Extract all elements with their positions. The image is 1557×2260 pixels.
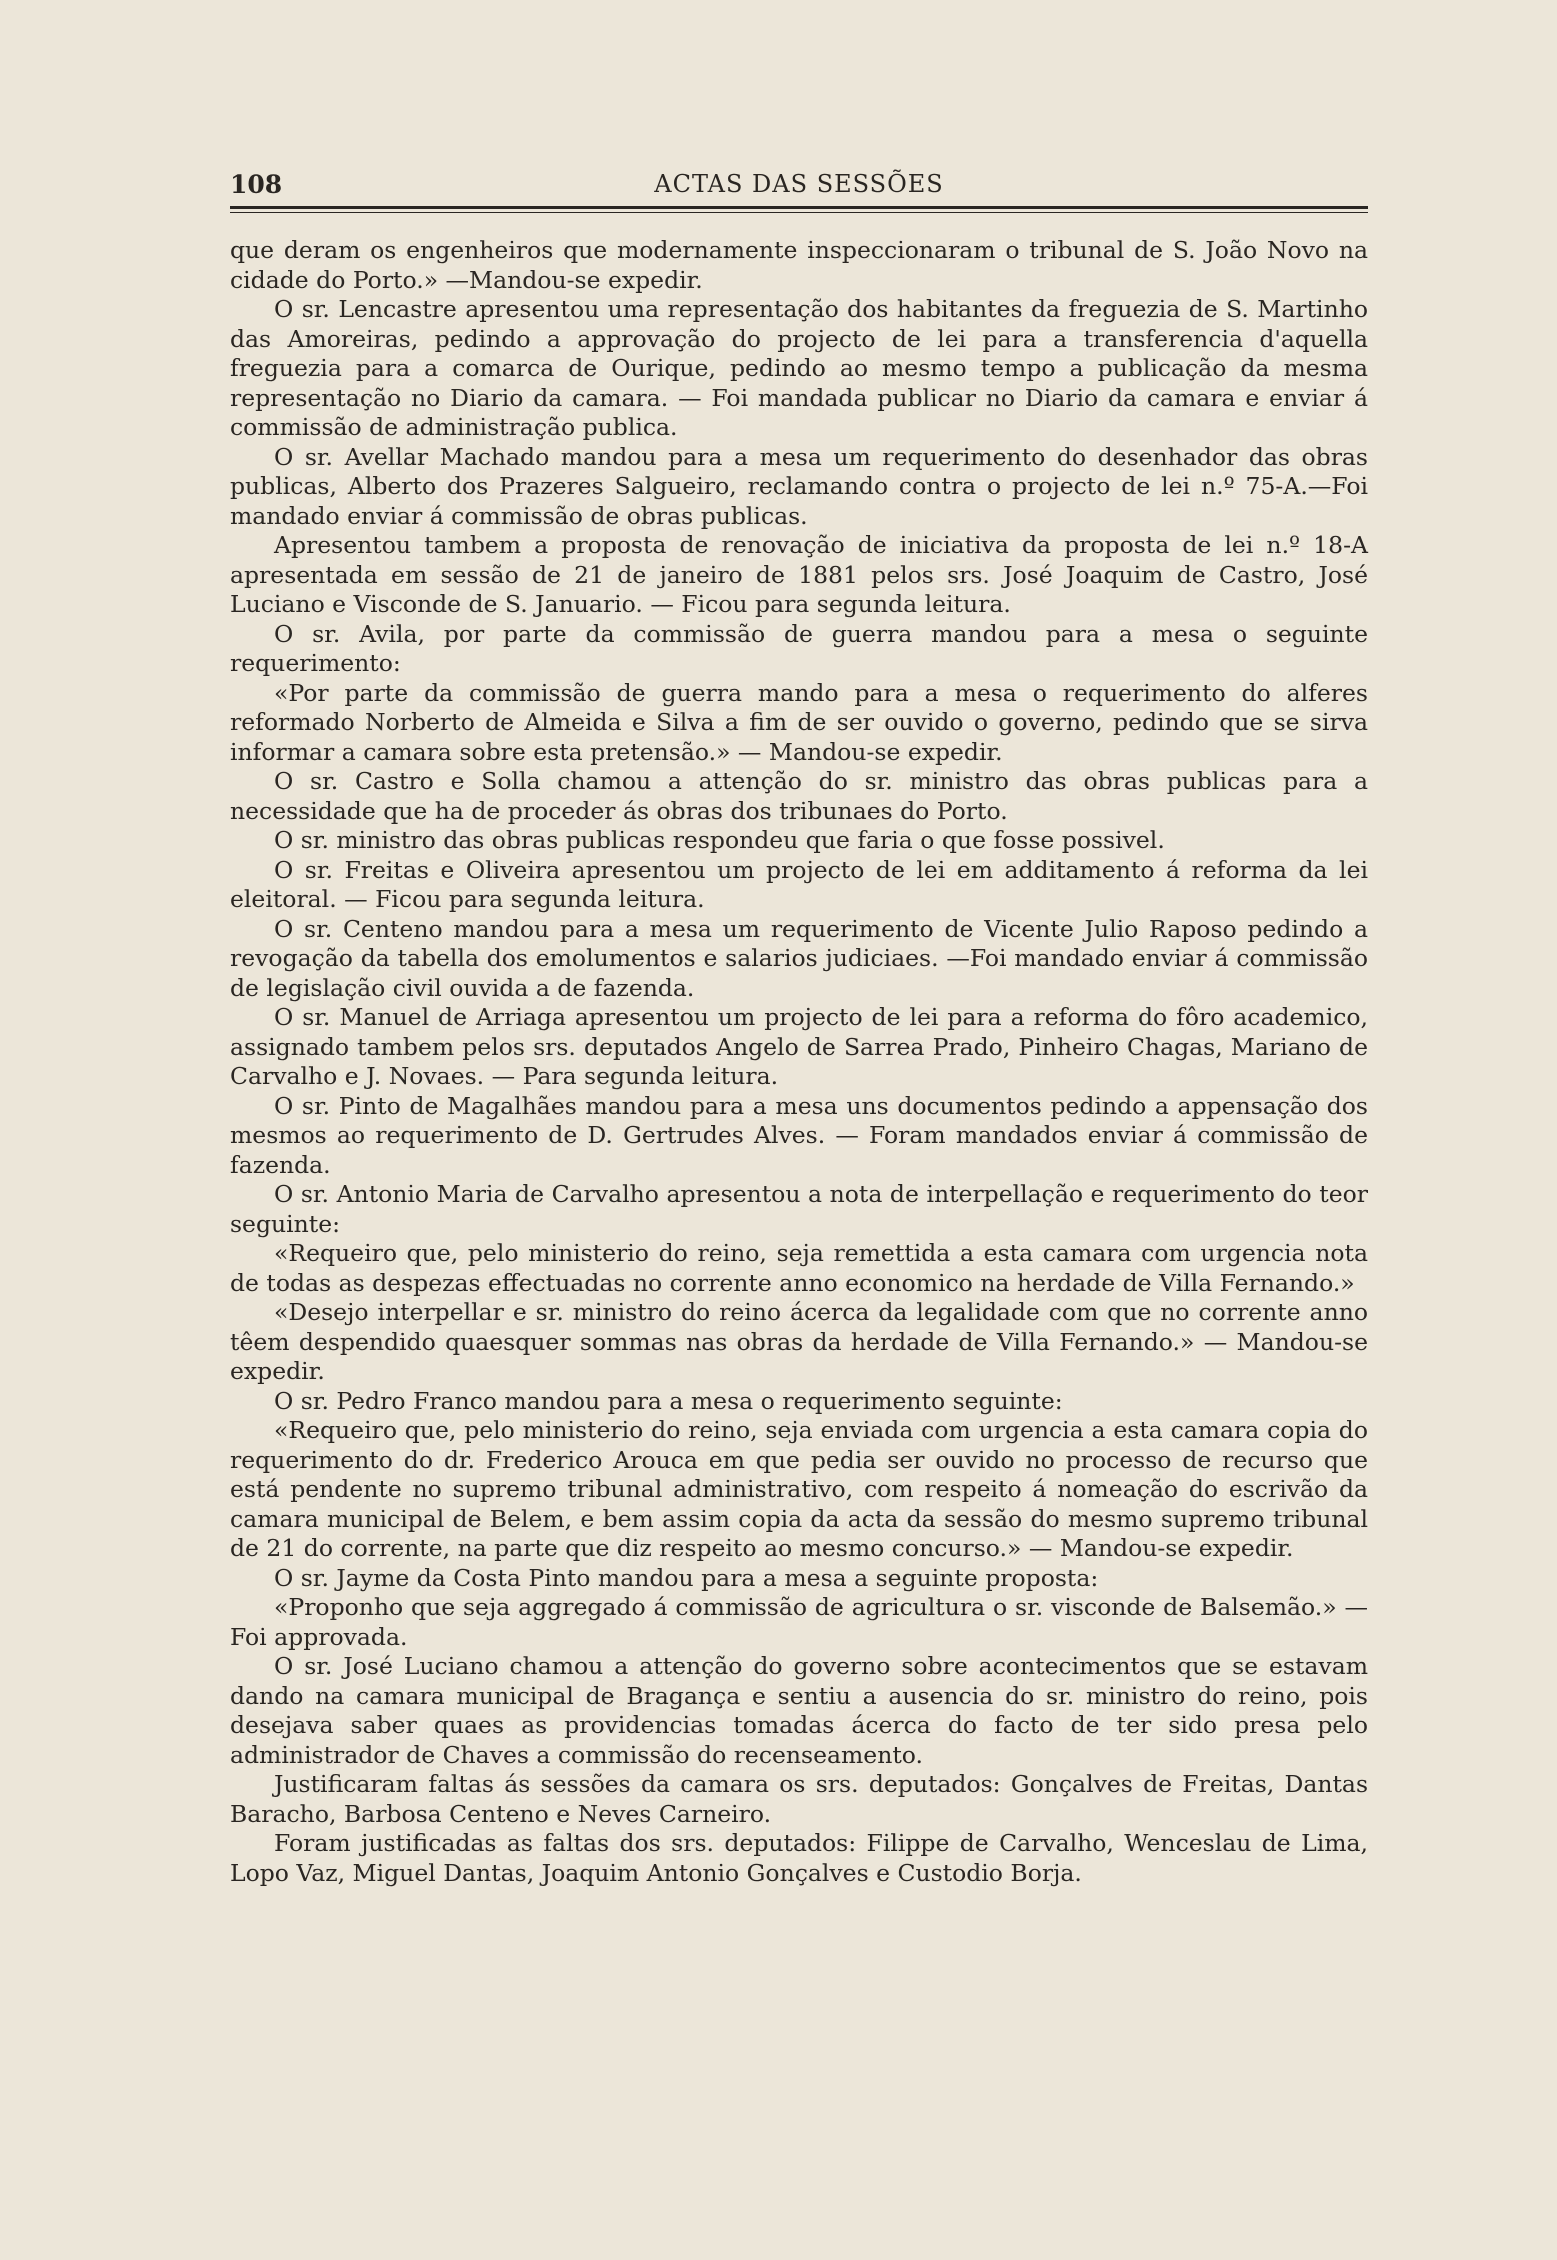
paragraph: O sr. Avila, por parte da commissão de guerra mandou para a mesa o seguinte requerimento: (230, 619, 1368, 677)
paragraph: O sr. Lencastre apresentou uma representação dos habitantes da freguezia de S. Martinho das Amoreiras, pedindo a approvação do projecto de lei para a transferencia d'aquella freguezia para a comarca de Ourique, pedindo ao mesmo tempo a publicação da mesma representação no Diario da camara. — Foi mandada publicar no Diario da camara e enviar á commissão de administração publica. (230, 295, 1368, 441)
header-rule (230, 206, 1368, 209)
paragraph: «Proponho que seja aggregado á commissão de agricultura o sr. visconde de Balsemão.» — Foi approvada. (230, 1593, 1368, 1651)
page-number: 108 (230, 170, 283, 199)
paragraph: «Requeiro que, pelo ministerio do reino, seja enviada com urgencia a esta camara copia do requerimento do dr. Frederico Arouca em que pedia ser ouvido no processo de recurso que está pendente no supremo tribunal administrativo, com respeito á nomeação do escrivão da camara municipal de Belem, e bem assim copia da acta da sessão do mesmo supremo tribunal de 21 do corrente, na parte que diz respeito ao mesmo concurso.» — Mandou-se expedir. (230, 1416, 1368, 1562)
paragraph: O sr. Antonio Maria de Carvalho apresentou a nota de interpellação e requerimento do teor seguinte: (230, 1180, 1368, 1238)
header-rule-thin (230, 212, 1368, 213)
paragraph: O sr. Centeno mandou para a mesa um requerimento de Vicente Julio Raposo pedindo a revogação da tabella dos emolumentos e salarios judiciaes. —Foi mandado enviar á commissão de legislação civil ouvida a de fazenda. (230, 914, 1368, 1002)
paragraph: O sr. Pedro Franco mandou para a mesa o requerimento seguinte: (274, 1386, 1063, 1415)
paragraph: O sr. Jayme da Costa Pinto mandou para a mesa a seguinte proposta: (274, 1563, 1099, 1592)
paragraph: O sr. Castro e Solla chamou a attenção do sr. ministro das obras publicas para a necessidade que ha de proceder ás obras dos tribunaes do Porto. (230, 767, 1368, 825)
paragraph: Foram justificadas as faltas dos srs. deputados: Filippe de Carvalho, Wenceslau de Lima, Lopo Vaz, Miguel Dantas, Joaquim Antonio Gonçalves e Custodio Borja. (230, 1829, 1368, 1887)
paragraph: que deram os engenheiros que modernamente inspeccionaram o tribunal de S. João Novo na cidade do Porto.» —Mandou-se expedir. (230, 236, 1368, 294)
paragraph: O sr. Pinto de Magalhães mandou para a mesa uns documentos pedindo a appensação dos mesmos ao requerimento de D. Gertrudes Alves. — Foram mandados enviar á commissão de fazenda. (230, 1091, 1368, 1179)
body-text (230, 236, 1368, 1888)
paragraph: O sr. José Luciano chamou a attenção do governo sobre acontecimentos que se estavam dando na camara municipal de Bragança e sentiu a ausencia do sr. ministro do reino, pois desejava saber quaes as providencias tomadas ácerca do facto de ter sido presa pelo administrador de Chaves a commissão do recenseamento. (230, 1652, 1368, 1769)
paragraph: Apresentou tambem a proposta de renovação de iniciativa da proposta de lei n.º 18-A apresentada em sessão de 21 de janeiro de 1881 pelos srs. José Joaquim de Castro, José Luciano e Visconde de S. Januario. — Ficou para segunda leitura. (230, 531, 1368, 618)
paragraph: «Desejo interpellar e sr. ministro do reino ácerca da legalidade com que no corrente anno têem despendido quaesquer sommas nas obras da herdade de Villa Fernando.» — Mandou-se expedir. (230, 1298, 1368, 1385)
paragraph: O sr. Freitas e Oliveira apresentou um projecto de lei em additamento á reforma da lei eleitoral. — Ficou para segunda leitura. (230, 855, 1368, 913)
paragraph: Justificaram faltas ás sessões da camara os srs. deputados: Gonçalves de Freitas, Dantas Baracho, Barbosa Centeno e Neves Carneiro. (230, 1770, 1368, 1828)
paragraph: O sr. ministro das obras publicas respondeu que faria o que fosse possivel. (274, 826, 1165, 854)
page-header (230, 166, 1368, 206)
paragraph: «Requeiro que, pelo ministerio do reino, seja remettida a esta camara com urgencia nota de todas as despezas effectuadas no corrente anno economico na herdade de Villa Fernando.» (230, 1239, 1368, 1297)
paragraph: O sr. Avellar Machado mandou para a mesa um requerimento do desenhador das obras publicas, Alberto dos Prazeres Salgueiro, reclamando contra o projecto de lei n.º 75-A.—Foi mandado enviar á commissão de obras publicas. (230, 442, 1368, 530)
running-title: ACTAS DAS SESSÕES (654, 170, 944, 198)
paragraph: O sr. Manuel de Arriaga apresentou um projecto de lei para a reforma do fôro academico, assignado tambem pelos srs. deputados Angelo de Sarrea Prado, Pinheiro Chagas, Mariano de Carvalho e J. Novaes. — Para segunda leitura. (230, 1003, 1368, 1090)
paragraph: «Por parte da commissão de guerra mando para a mesa o requerimento do alferes reformado Norberto de Almeida e Silva a fim de ser ouvido o governo, pedindo que se sirva informar a camara sobre esta pretensão.» — Mandou-se expedir. (230, 678, 1368, 766)
